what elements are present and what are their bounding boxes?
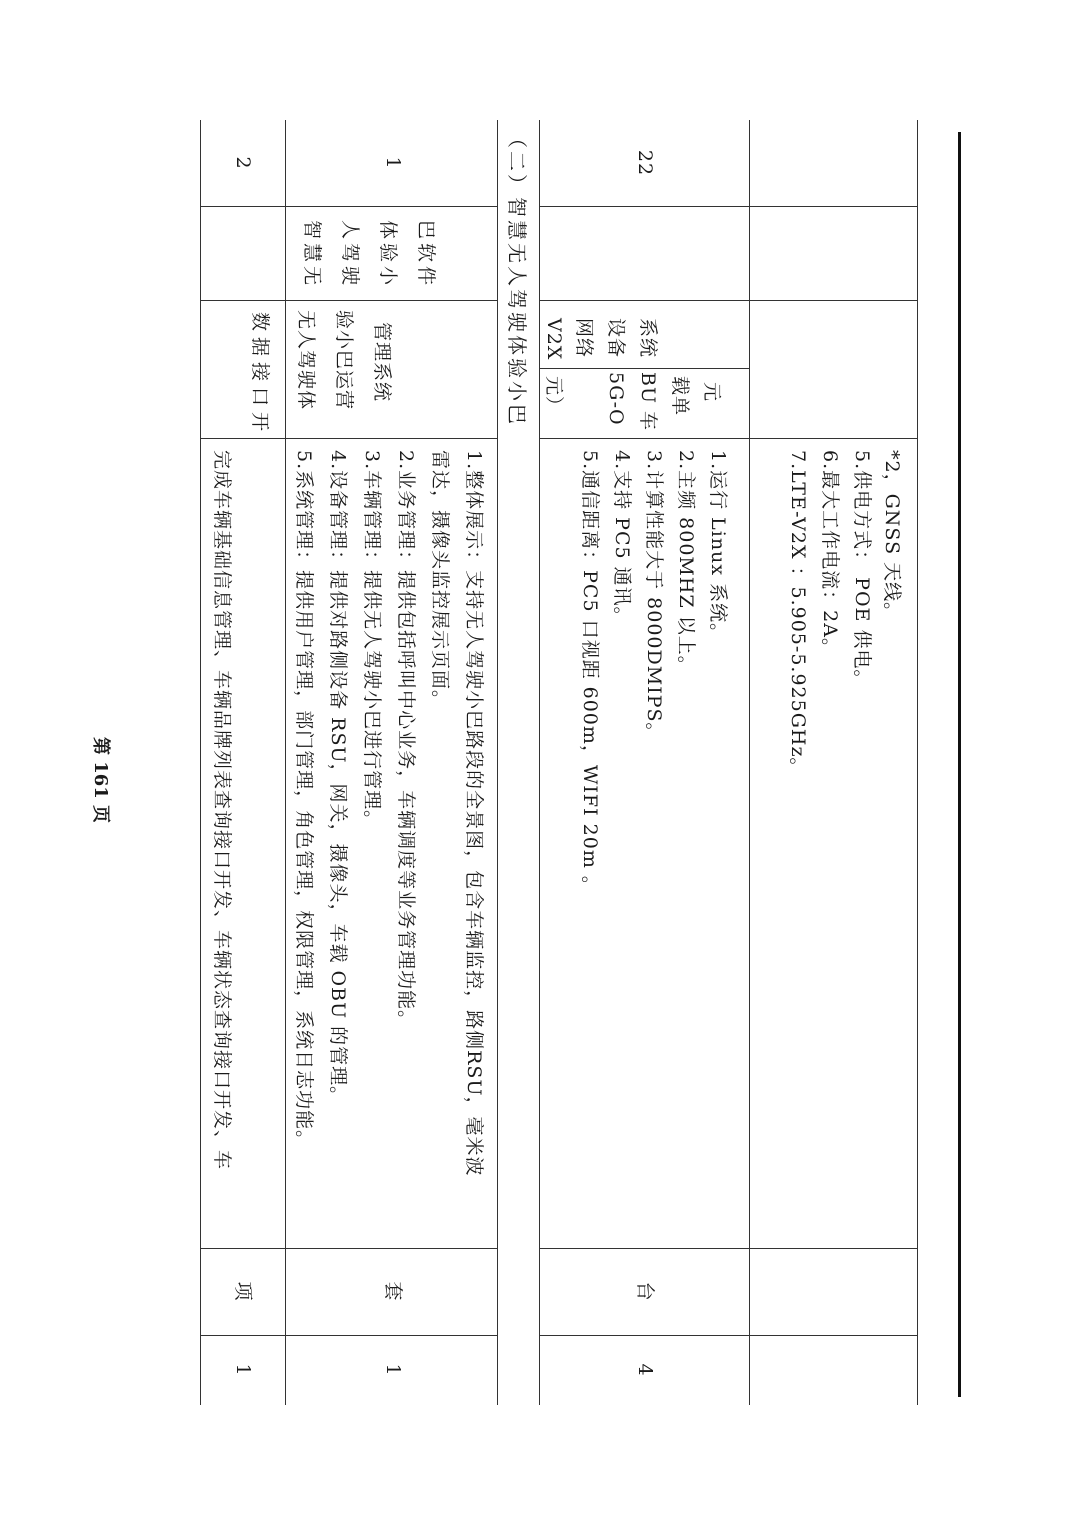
- row-2-seq: 2: [232, 156, 254, 170]
- row-1-seq: 1: [382, 156, 404, 170]
- row-1-module-line: 验小巴运营: [333, 310, 355, 411]
- spec-line: 5.通信距离：PC5 口视距 600m，WIFI 20m 。: [579, 450, 601, 896]
- row-22-module-line: 元）: [543, 376, 565, 417]
- row-1-module: [286, 302, 496, 436]
- spec-line: *2，GNSS 天线。: [881, 450, 903, 623]
- row-22-module-line: BU 车: [637, 372, 659, 432]
- spec-line: 1.运行 Linux 系统。: [707, 450, 729, 644]
- spec-line: 雷达，摄像头监控展示页面。: [429, 450, 451, 711]
- spec-line: 3.计算性能大于 8000DMIPS。: [643, 450, 665, 743]
- spec-line: 2.业务管理：提供包括呼叫中心业务，车辆调度等业务管理功能。: [395, 450, 417, 1031]
- row-22-specs: [544, 442, 914, 1242]
- row-22-module-line: 载单: [669, 376, 691, 417]
- spec-line: 6.最大工作电流：2A。: [819, 450, 841, 658]
- row-22-name-line: 网络: [573, 318, 595, 359]
- spec-line: 7.LTE-V2X ：5.905-5.925GHz。: [787, 450, 809, 778]
- row-1-name: [286, 208, 496, 300]
- spec-line: 4.支持 PC5 通讯。: [611, 450, 633, 627]
- row-22-module-line: 5G-O: [605, 372, 627, 426]
- row-1-unit: 套: [382, 1281, 404, 1302]
- page-edge-rule: [958, 132, 961, 1397]
- row-1-name-line: 人驾驶: [339, 220, 361, 290]
- row-22-seq: 22: [634, 149, 656, 177]
- row-1-name-line: 巴软件: [415, 220, 437, 290]
- row-1-qty: 1: [382, 1363, 404, 1377]
- rotated-table: [200, 120, 918, 1405]
- row-1-specs: [284, 442, 494, 1242]
- row-22-name-line: 设备: [605, 318, 627, 359]
- section-header: （二）智慧无人驾驶体验小巴: [505, 128, 529, 427]
- page-footer: [62, 736, 142, 824]
- row-1-module-line: 无人驾驶体: [295, 310, 317, 411]
- row-22-name-line: V2X: [543, 318, 565, 361]
- row-2-spec: 完成车辆基础信息管理、车辆品牌列表查询接口开发、车辆状态查询接口开发、车: [211, 450, 233, 1171]
- spec-line: 5.系统管理：提供用户管理，部门管理，角色管理，权限管理，系统日志功能。: [293, 450, 315, 1151]
- row-22-unit: 台: [634, 1281, 656, 1302]
- row-22-name: [540, 310, 748, 366]
- row-1-name-line: 体验小: [377, 220, 399, 290]
- row-1-name-line: 智慧无: [301, 220, 323, 290]
- row-2-unit: 项: [232, 1281, 254, 1302]
- row-1-module-line: 管理系统: [371, 322, 393, 403]
- spec-line: 1.整体展示：支持无人驾驶小巴路段的全景图，包含车辆监控，路侧RSU，毫米波: [463, 450, 485, 1177]
- row-22-module-line: 元: [701, 382, 723, 403]
- row-22-qty: 4: [634, 1363, 656, 1377]
- row-22-name-line: 系统: [637, 318, 659, 359]
- spec-line: 4.设备管理：提供对路侧设备 RSU，网关，摄像头，车载 OBU 的管理。: [327, 450, 349, 1107]
- spec-line: 5.供电方式： POE 供电。: [851, 450, 873, 690]
- row-2-module: 数据接口开: [249, 312, 271, 438]
- spec-line: 2.主频 800MHZ 以上。: [675, 450, 697, 676]
- spec-line: 3.车辆管理：提供无人驾驶小巴进行管理。: [361, 450, 383, 831]
- page-number: 第 161 页: [90, 736, 111, 824]
- row-2-qty: 1: [232, 1363, 254, 1377]
- row-22-module: [540, 370, 748, 436]
